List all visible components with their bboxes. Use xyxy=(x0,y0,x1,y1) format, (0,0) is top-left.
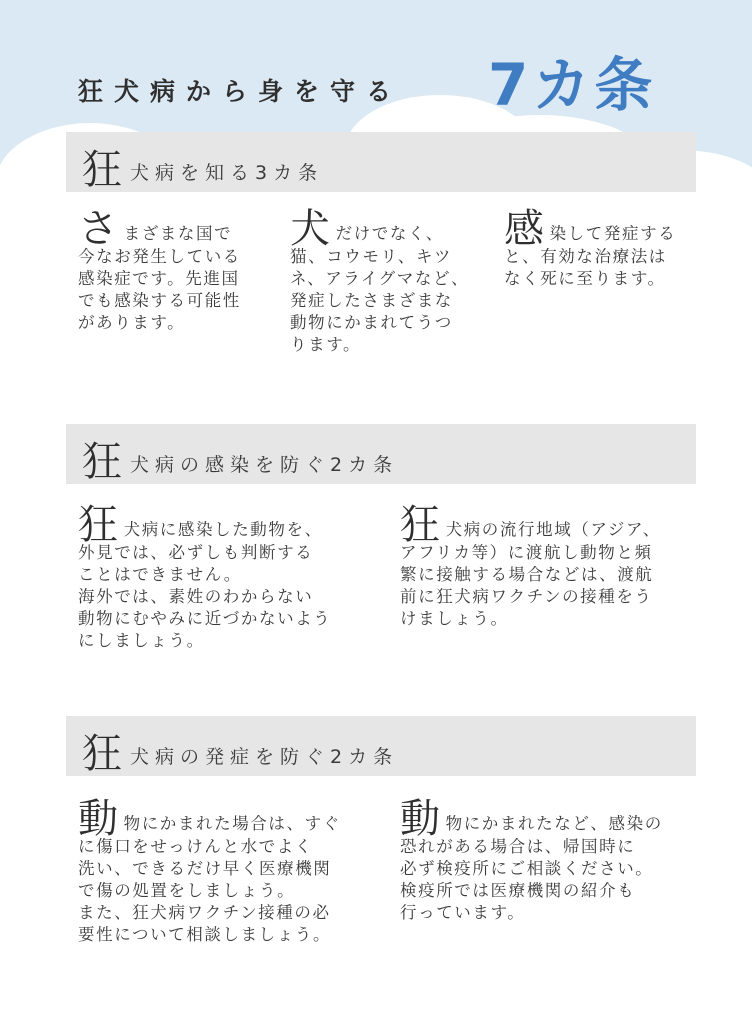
paragraph-first-line: 物にかまれた場合は、すぐ xyxy=(123,814,341,833)
drop-cap: 動 xyxy=(78,796,120,842)
paragraph-line: 検疫所では医療機関の紹介も xyxy=(400,881,636,900)
section-heading-text: 犬病を知る3カ条 xyxy=(130,162,324,184)
paragraph-line: 発症したさまざまな xyxy=(290,291,453,310)
paragraph-line: と、有効な治療法は xyxy=(504,247,667,266)
know-point-2 xyxy=(290,206,490,356)
paragraph-line: にしましょう。 xyxy=(78,631,205,650)
know-point-3 xyxy=(504,206,704,290)
paragraph-line: 海外では、素姓のわからない xyxy=(78,587,314,606)
paragraph-line: 洗い、できるだけ早く医療機関 xyxy=(78,859,332,878)
paragraph-line: に傷口をせっけんと水でよく xyxy=(78,837,313,856)
paragraph-line: なく死に至ります。 xyxy=(504,269,666,288)
paragraph-line: 要性について相談しましょう。 xyxy=(78,925,332,944)
section-heading-initial: 狂 xyxy=(82,439,122,485)
paragraph-line: 猫、コウモリ、キツ xyxy=(290,247,453,266)
paragraph-line: 行っています。 xyxy=(400,903,526,922)
paragraph-first-line: だけでなく、 xyxy=(335,224,444,243)
section-heading-initial: 狂 xyxy=(82,147,122,193)
paragraph-line: 動物にむやみに近づかないよう xyxy=(78,609,332,628)
paragraph-line: 恐れがある場合は、帰国時に xyxy=(400,837,636,856)
paragraph-first-line: 犬病に感染した動物を、 xyxy=(123,520,323,539)
paragraph-line: アフリカ等）に渡航し動物と頻 xyxy=(400,543,653,562)
drop-cap: 犬 xyxy=(290,206,332,252)
know-point-1 xyxy=(78,206,278,334)
drop-cap: 感 xyxy=(504,206,546,252)
section-heading-know xyxy=(66,132,696,192)
paragraph-line: ります。 xyxy=(290,335,362,354)
paragraph-line: でも感染する可能性 xyxy=(78,291,241,310)
paragraph-line: 今なお発生している xyxy=(78,247,241,266)
paragraph-line: 動物にかまれてうつ xyxy=(290,313,453,332)
section-heading-initial: 狂 xyxy=(82,731,122,777)
paragraph-line: けましょう。 xyxy=(400,609,509,628)
paragraph-line: で傷の処置をしましょう。 xyxy=(78,881,296,900)
section-heading-prevent-onset xyxy=(66,716,696,776)
section-heading-prevent-infection xyxy=(66,424,696,484)
onset-point-1 xyxy=(78,796,378,946)
title-accent: 7カ条 xyxy=(488,51,657,119)
paragraph-line: 繁に接触する場合などは、渡航 xyxy=(400,565,654,584)
paragraph-line: があります。 xyxy=(78,313,186,332)
drop-cap: さ xyxy=(78,206,120,252)
paragraph-line: ネ、アライグマなど、 xyxy=(290,269,470,288)
infection-point-2 xyxy=(400,502,700,630)
paragraph-first-line: 物にかまれたなど、感染の xyxy=(445,814,663,833)
section-heading-text: 犬病の発症を防ぐ2カ条 xyxy=(130,746,399,768)
title-main: 狂犬病から身を守る xyxy=(78,77,403,106)
infection-point-1 xyxy=(78,502,378,652)
paragraph-first-line: 染して発症する xyxy=(549,224,677,243)
onset-point-2 xyxy=(400,796,700,924)
page-title xyxy=(78,38,718,118)
drop-cap: 狂 xyxy=(400,502,442,548)
drop-cap: 狂 xyxy=(78,502,120,548)
paragraph-first-line: 犬病の流行地域（アジア、 xyxy=(445,520,661,539)
paragraph-line: 前に狂犬病ワクチンの接種をう xyxy=(400,587,653,606)
paragraph-line: ことはできません。 xyxy=(78,565,242,584)
paragraph-line: 外見では、必ずしも判断する xyxy=(78,543,314,562)
paragraph-line: 必ず検疫所にご相談ください。 xyxy=(400,859,654,878)
paragraph-line: 感染症です。先進国 xyxy=(78,269,240,288)
paragraph-line: また、狂犬病ワクチン接種の必 xyxy=(78,903,331,922)
paragraph-first-line: まざまな国で xyxy=(123,224,233,243)
drop-cap: 動 xyxy=(400,796,442,842)
section-heading-text: 犬病の感染を防ぐ2カ条 xyxy=(130,454,399,476)
